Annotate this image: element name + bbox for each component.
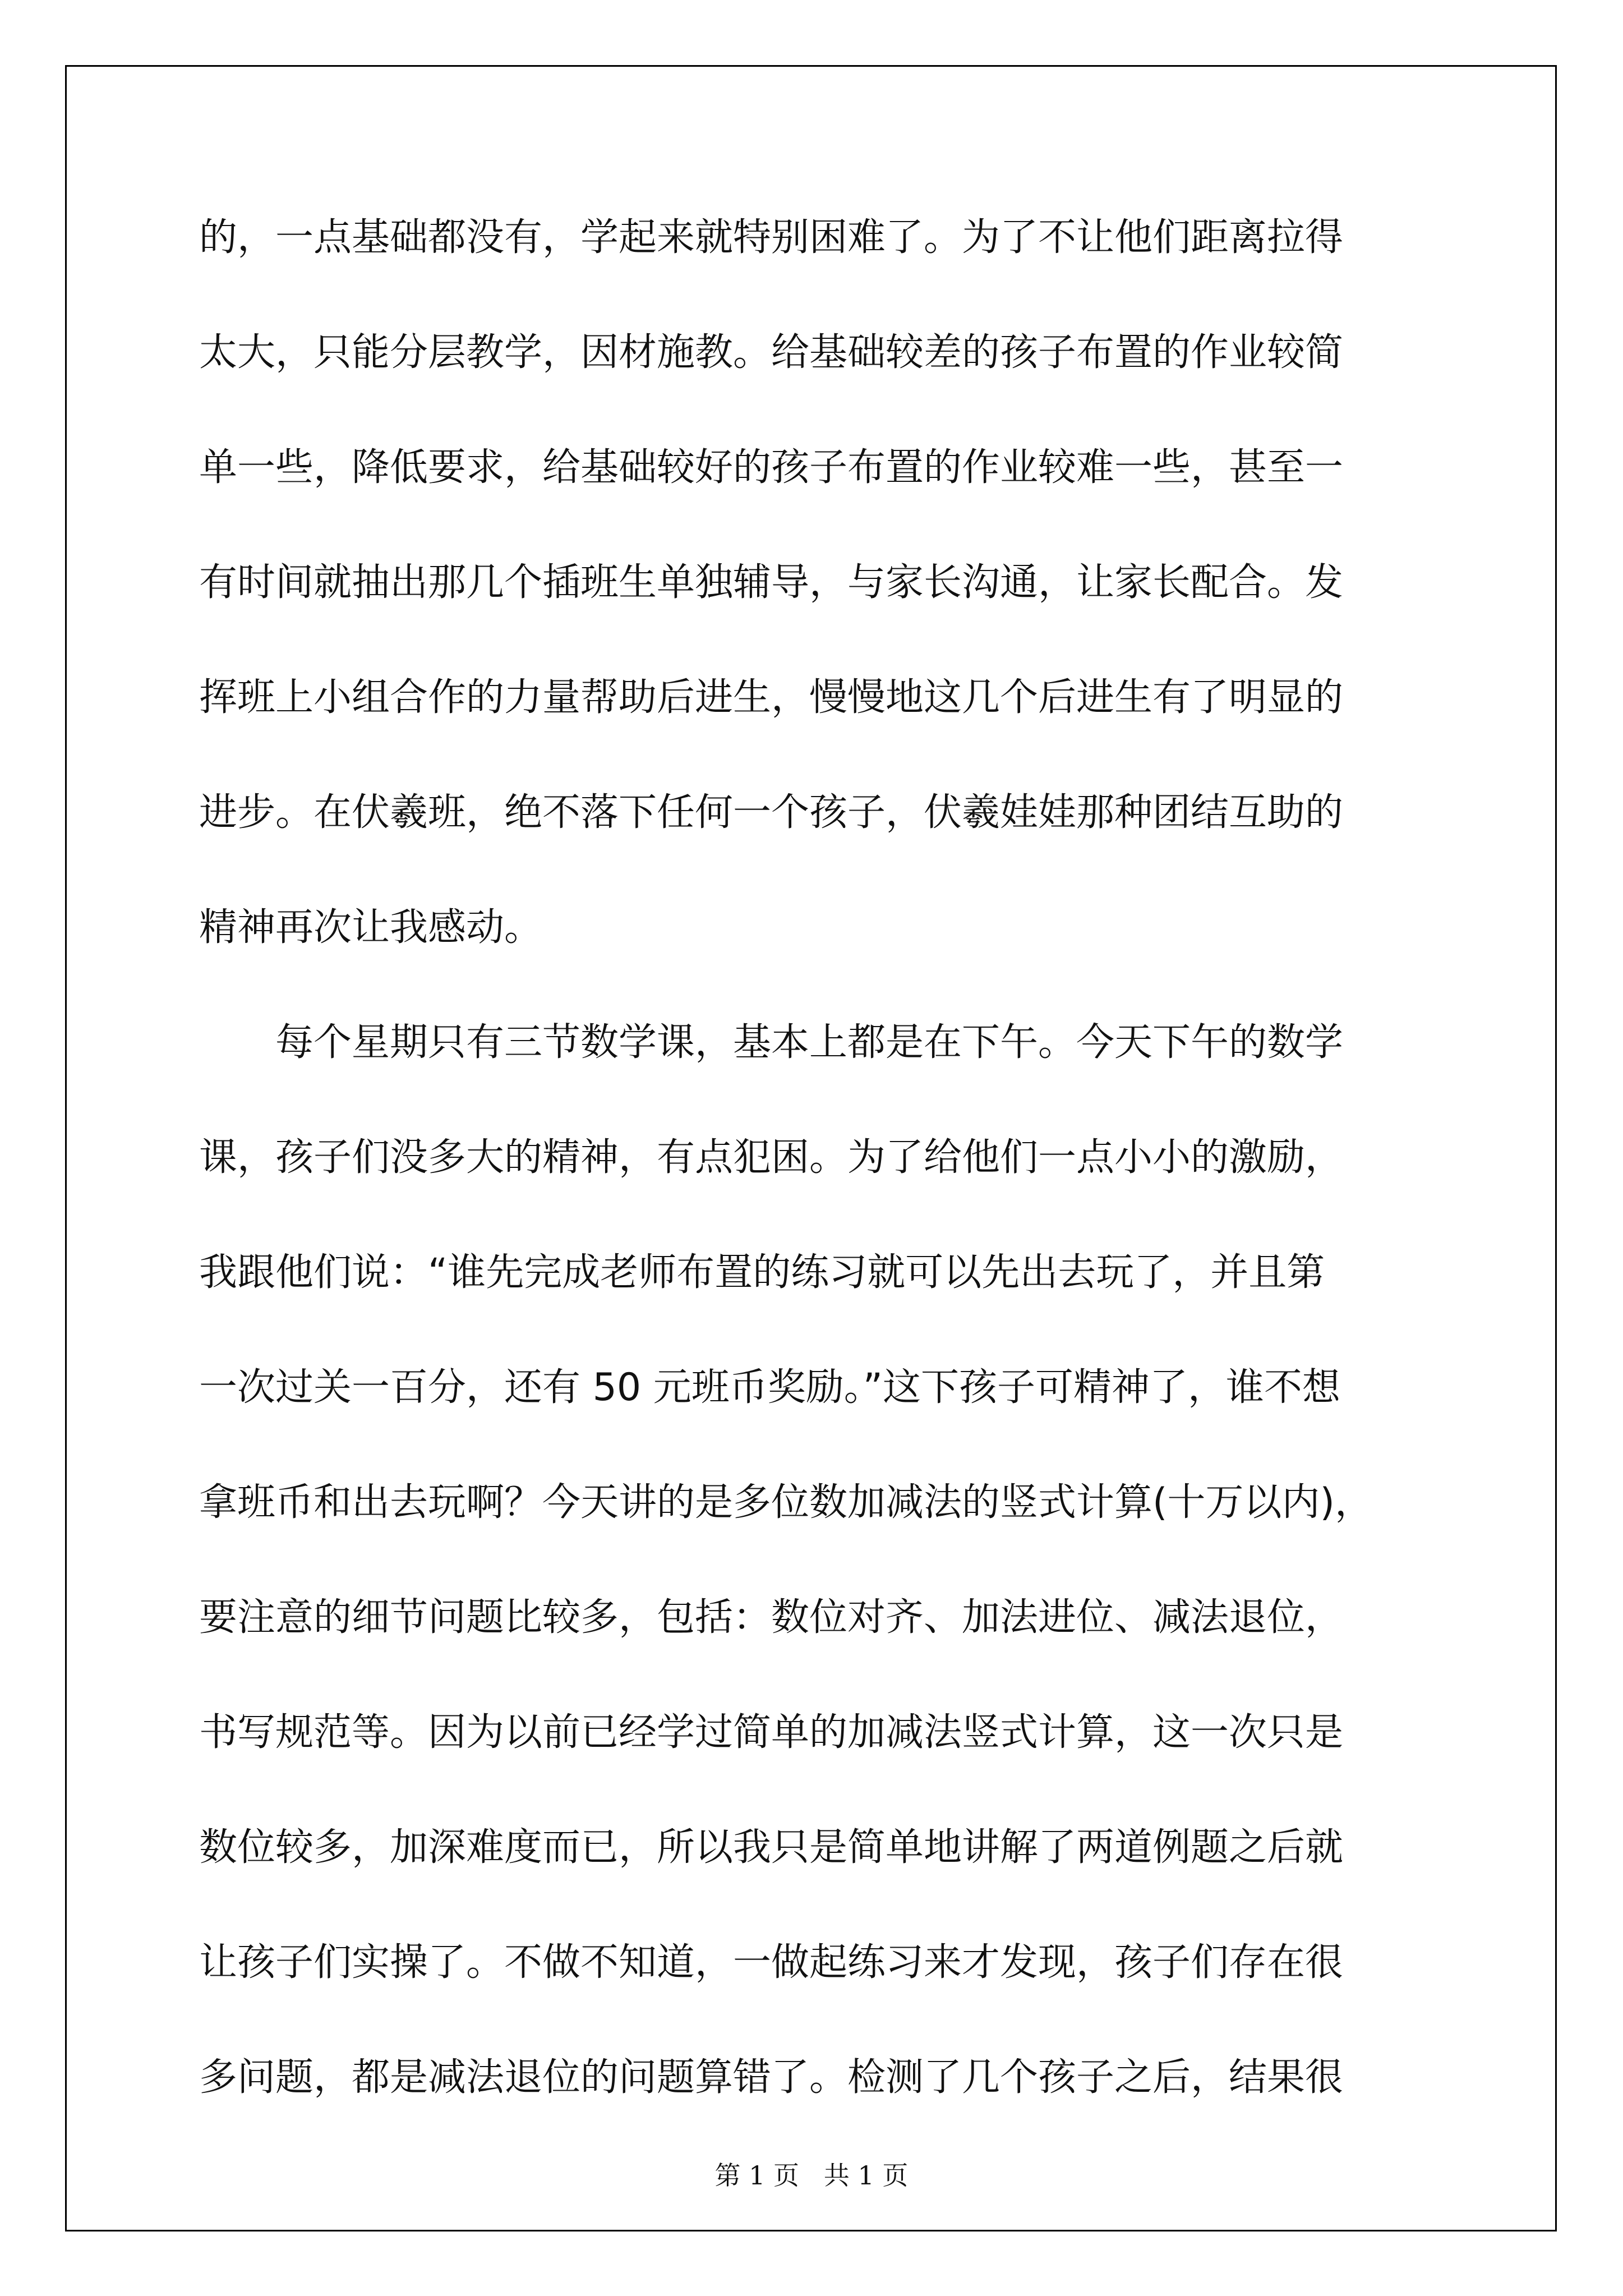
text-line: 太大，只能分层教学，因材施教。给基础较差的孩子布置的作业较简 [199, 330, 1344, 375]
text-line: 让孩子们实操了。不做不知道，一做起练习来才发现，孩子们存在很 [199, 1940, 1344, 1985]
text-line: 的，一点基础都没有，学起来就特别困难了。为了不让他们距离拉得 [199, 215, 1344, 260]
page-number-footer: 第 1 页 共 1 页 [714, 2160, 909, 2191]
text-line: 一次过关一百分，还有 50 元班币奖励。”这下孩子可精神了，谁不想 [199, 1365, 1340, 1410]
text-line: 要注意的细节问题比较多，包括：数位对齐、加法进位、减法退位， [199, 1595, 1344, 1640]
text-line: 单一些，降低要求，给基础较好的孩子布置的作业较难一些，甚至一 [199, 445, 1344, 490]
text-line: 有时间就抽出那几个插班生单独辅导，与家长沟通，让家长配合。发 [199, 560, 1344, 605]
text-line: 挥班上小组合作的力量帮助后进生，慢慢地这几个后进生有了明显的 [199, 675, 1344, 720]
text-line: 数位较多，加深难度而已，所以我只是简单地讲解了两道例题之后就 [199, 1825, 1344, 1870]
text-line: 每个星期只有三节数学课，基本上都是在下午。今天下午的数学 [199, 1020, 1344, 1065]
text-line: 进步。在伏羲班，绝不落下任何一个孩子，伏羲娃娃那种团结互助的 [199, 790, 1344, 835]
text-line: 多问题，都是减法退位的问题算错了。检测了几个孩子之后，结果很 [199, 2055, 1344, 2100]
document-body [199, 215, 1427, 2174]
text-line: 课，孩子们没多大的精神，有点犯困。为了给他们一点小小的激励， [199, 1135, 1344, 1180]
text-line: 我跟他们说：“谁先完成老师布置的练习就可以先出去玩了，并且第 [199, 1250, 1325, 1295]
text-line: 书写规范等。因为以前已经学过简单的加减法竖式计算，这一次只是 [199, 1710, 1344, 1755]
text-line: 精神再次让我感动。 [199, 905, 543, 950]
text-line: 拿班币和出去玩啊？今天讲的是多位数加减法的竖式计算(十万以内)， [199, 1480, 1373, 1525]
